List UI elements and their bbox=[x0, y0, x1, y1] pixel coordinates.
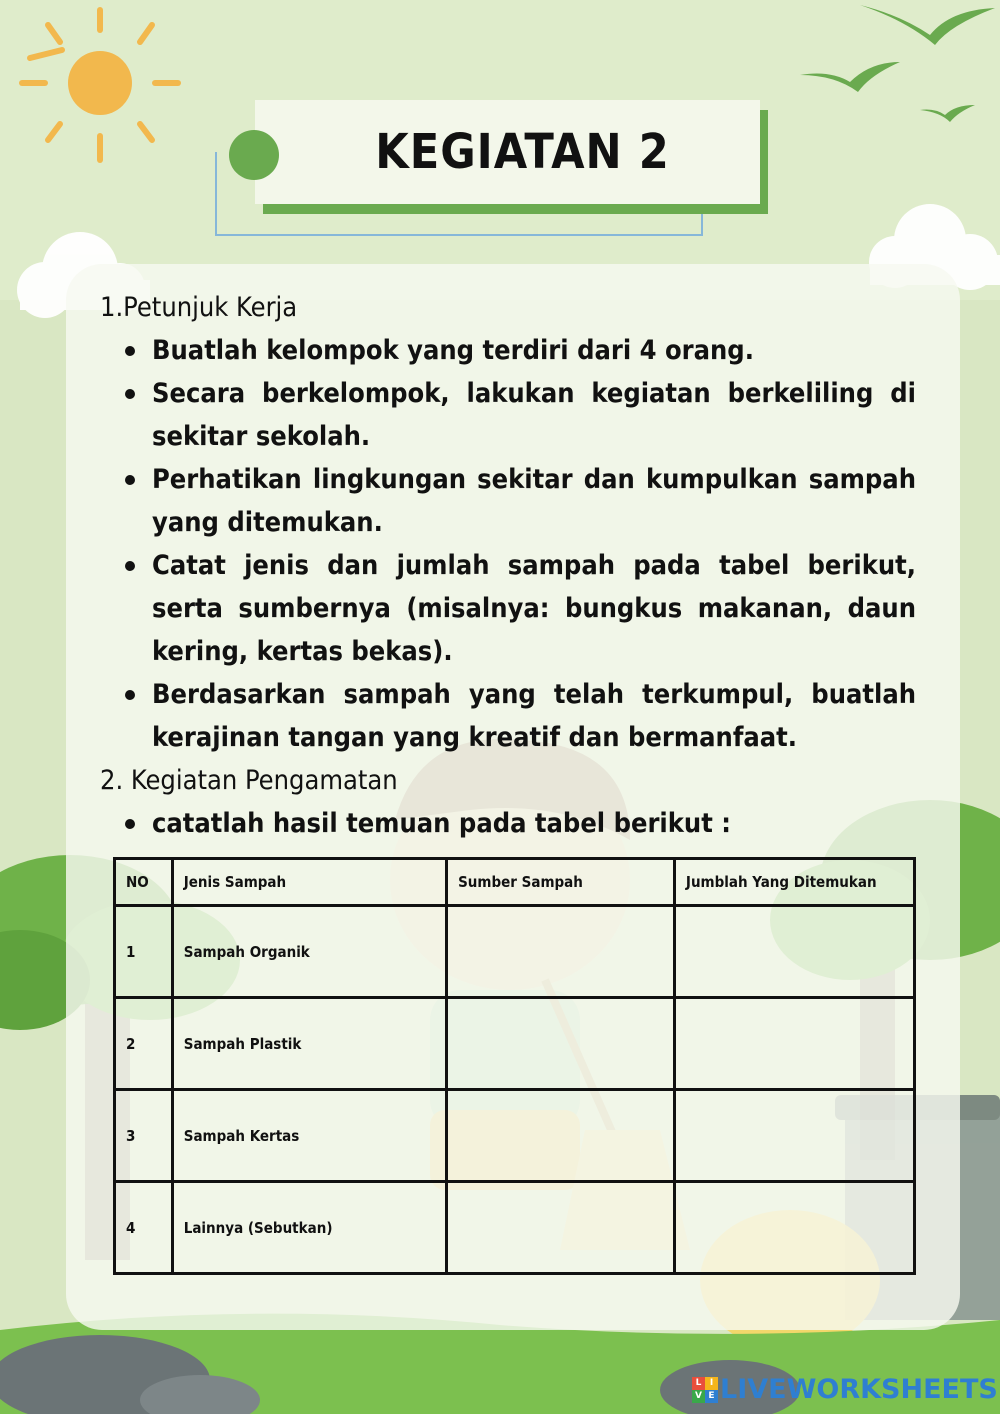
table-row bbox=[115, 906, 915, 998]
cell-jenis: Sampah Kertas bbox=[172, 1090, 446, 1182]
cell-no: 3 bbox=[115, 1090, 173, 1182]
title-banner bbox=[215, 100, 775, 240]
column-header-jumlah: Jumblah Yang Ditemukan bbox=[674, 859, 914, 906]
cell-jumlah-input[interactable] bbox=[674, 906, 914, 998]
cell-sumber-input[interactable] bbox=[447, 998, 675, 1090]
cell-no: 1 bbox=[115, 906, 173, 998]
list-item: Catat jenis dan jumlah sampah pada tabel berikut, serta sumbernya (misalnya: bungkus makanan, daun kering, kertas bekas). bbox=[152, 544, 916, 673]
cell-no: 2 bbox=[115, 998, 173, 1090]
page-title: KEGIATAN 2 bbox=[375, 124, 670, 180]
section2-heading: 2. Kegiatan Pengamatan bbox=[100, 765, 398, 796]
table-header-row bbox=[115, 859, 915, 906]
cell-sumber-input[interactable] bbox=[447, 906, 675, 998]
column-header-no: NO bbox=[115, 859, 173, 906]
cell-jumlah-input[interactable] bbox=[674, 1090, 914, 1182]
table-row bbox=[115, 1182, 915, 1274]
table-row bbox=[115, 998, 915, 1090]
list-item: catatlah hasil temuan pada tabel berikut : bbox=[152, 802, 916, 845]
list-item: Berdasarkan sampah yang telah terkumpul, buatlah kerajinan tangan yang kreatif dan bermanfaat. bbox=[152, 673, 916, 759]
section1-list bbox=[100, 329, 916, 759]
cell-sumber-input[interactable] bbox=[447, 1090, 675, 1182]
list-item: Secara berkelompok, lakukan kegiatan berkeliling di sekitar sekolah. bbox=[152, 372, 916, 458]
table-row bbox=[115, 1090, 915, 1182]
section2-list bbox=[100, 802, 916, 845]
cell-jenis: Sampah Organik bbox=[172, 906, 446, 998]
list-item: Buatlah kelompok yang terdiri dari 4 orang. bbox=[152, 329, 916, 372]
section1-heading: 1.Petunjuk Kerja bbox=[100, 292, 298, 323]
liveworksheets-icon: L I V E bbox=[692, 1377, 718, 1403]
cell-jumlah-input[interactable] bbox=[674, 998, 914, 1090]
column-header-sumber: Sumber Sampah bbox=[447, 859, 675, 906]
title-box bbox=[255, 100, 760, 204]
list-item: Perhatikan lingkungan sekitar dan kumpulkan sampah yang ditemukan. bbox=[152, 458, 916, 544]
cell-jumlah-input[interactable] bbox=[674, 1182, 914, 1274]
cell-jenis: Sampah Plastik bbox=[172, 998, 446, 1090]
brand-name: LIVEWORKSHEETS bbox=[720, 1374, 998, 1405]
title-dot-icon bbox=[229, 130, 279, 180]
instructions-content bbox=[100, 286, 916, 845]
cell-sumber-input[interactable] bbox=[447, 1182, 675, 1274]
column-header-jenis: Jenis Sampah bbox=[172, 859, 446, 906]
cell-no: 4 bbox=[115, 1182, 173, 1274]
observation-table bbox=[113, 857, 916, 1275]
cell-jenis: Lainnya (Sebutkan) bbox=[172, 1182, 446, 1274]
liveworksheets-logo[interactable] bbox=[692, 1374, 998, 1405]
